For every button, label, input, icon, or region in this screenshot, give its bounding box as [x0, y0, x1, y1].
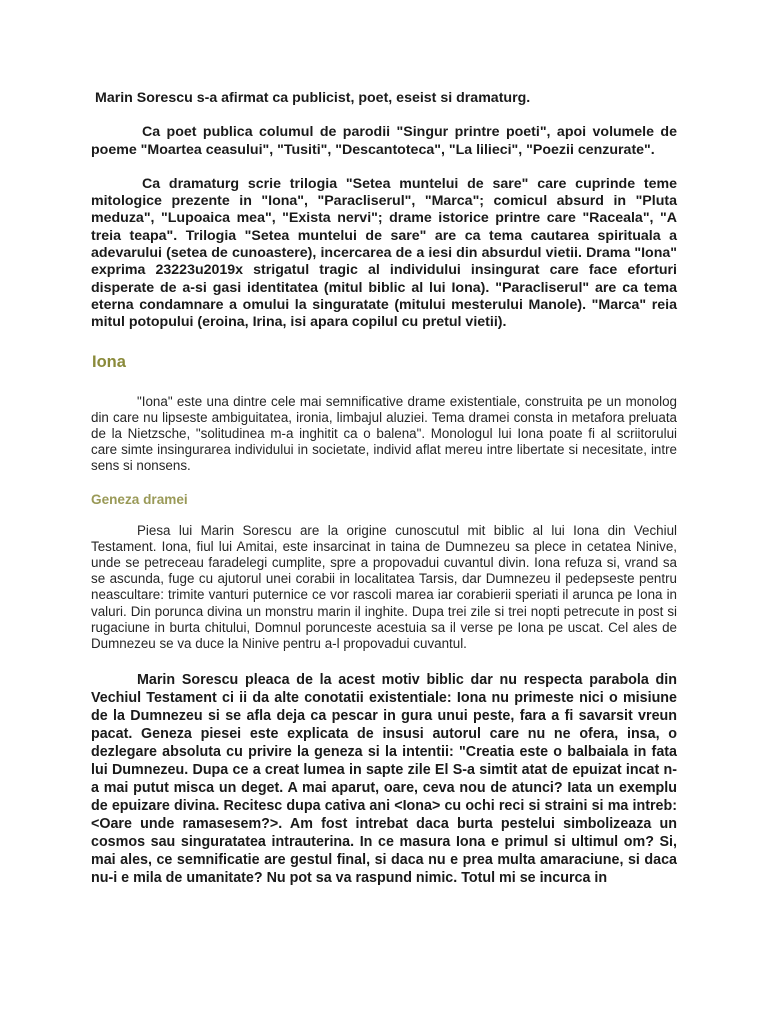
poet-paragraph: Ca poet publica columul de parodii "Singur printre poeti", apoi volumele de poeme "Moartea ceasului", "Tusiti", "Descantoteca", "La lilieci", "Poezii cenzurate". [91, 124, 677, 158]
section-heading-geneza: Geneza dramei [91, 492, 188, 508]
section-heading-iona: Iona [92, 352, 126, 371]
dramaturg-paragraph: Ca dramaturg scrie trilogia "Setea muntelui de sare" care cuprinde teme mitologice prezente in "Iona", "Paracliserul", "Marca"; comicul absurd in "Pluta meduza", "Lupoaica mea", "Exista nervi"; drame istorice printre care "Raceala", "A treia teapa". Trilogia "Setea muntelui de sare" are ca tema cautarea spirituala a adevarului (setea de cunoastere), incercarea de a iesi din absurdul vietii. Drama "Iona" exprima 23223u2019x strigatul tragic al individului insingurat care face eforturi disperate de a-si gasi identitatea (mitul biblic al lui Iona). "Paracliserul" are ca tema eterna condamnare a omului la singuratate (mitului mesterului Manole). "Marca" reia mitul potopului (eroina, Irina, isi apara copilul cu pretul vietii). [91, 175, 677, 331]
motiv-paragraph: Marin Sorescu pleaca de la acest motiv biblic dar nu respecta parabola din Vechiul Testament ci ii da alte conotatii existentiale: Iona nu primeste nici o misiune de la Dumnezeu si se afla deja ca pescar in gura unui peste, fara a fi savarsit vreun pacat. Geneza piesei este explicata de insusi autorul care nu ne ofera, insa, o dezlegare absoluta cu privire la geneza si la intentii: "Creatia este o balbaiala in fata lui Dumnezeu. Dupa ce a creat lumea in sapte zile El S-a simtit atat de epuizat incat n-a mai putut misca un deget. A mai aparut, oare, ceva nou de atunci? Iata un exemplu de epuizare divina. Recitesc dupa cativa ani <Iona> cu ochi reci si straini si ma intreb: <Oare unde ramasesem?>. Am fost intrebat daca burta pestelui simbolizeaza un cosmos sau singuratatea intrauterina. In ce masura Iona e primul si ultimul om? Si, mai ales, ce semnificatie are gestul final, si daca nu e prea multa amaraciune, si daca nu-i e mila de umanitate? Nu pot sa va raspund nimic. Totul mi se incurca in [91, 671, 677, 886]
iona-paragraph: "Iona" este una dintre cele mai semnificative drame existentiale, construita pe un monolog din care nu lipseste ambiguitatea, ironia, limbajul aluziei. Tema dramei consta in metafora preluata de la Nietzsche, "solitudinea m-a inghitit ca o balena". Monologul lui Iona poate fi al scriitorului care simte insingurarea individului in societate, individ aflat mereu intre libertate si necesitate, intre sens si nonsens. [91, 393, 677, 473]
geneza-paragraph: Piesa lui Marin Sorescu are la origine cunoscutul mit biblic al lui Iona din Vechiul Testament. Iona, fiul lui Amitai, este insarcinat in taina de Dumnezeu sa plece in cetatea Ninive, unde se petreceau faradelegi cumplite, spre a propovadui cuvantul divin. Iona refuza si, vrand sa se ascunda, fuge cu ajutorul unei corabii in localitatea Tarsis, dar Dumnezeu il pedepseste pentru neascultare: trimite vanturi puternice ce vor rascoli marea iar corabierii speriati il arunca pe Iona in valuri. Din porunca divina un monstru marin il inghite. Dupa trei zile si trei nopti petrecute in post si rugaciune in burta chitului, Domnul porunceste acestuia sa il verse pe Iona pe uscat. Cel ales de Dumnezeu se va duce la Ninive pentru a-l propovadui cuvantul. [91, 523, 677, 651]
document-body [91, 90, 677, 887]
intro-paragraph: Marin Sorescu s-a afirmat ca publicist, poet, eseist si dramaturg. [95, 90, 531, 106]
